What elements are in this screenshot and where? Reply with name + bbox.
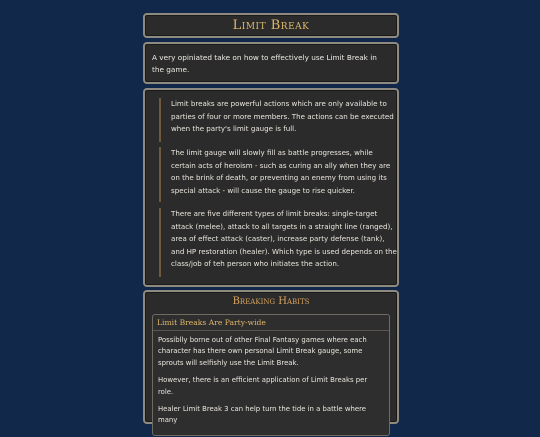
habit-card [152, 314, 390, 436]
breaking-habits-title: Breaking Habits [232, 296, 310, 307]
breaking-habits-panel [143, 290, 399, 424]
overview-text-3: There are five different types of limit breaks: single-target attack (melee), attack to all targets in a straight line (ranged), area of effect attack (caster), increase party defense (tank), and HP restoration (healer). Which type is used depends on the class/job of teh person who initiates the action. [171, 209, 397, 269]
habit-paragraph-1: Possiblly borne out of other Final Fantasy games where each character has there own personal Limit Break gauge, some sprouts will selfishly use the Limit Break. [158, 336, 367, 367]
overview-text-2: The limit gauge will slowly fill as battle progresses, while certain acts of heroism - such as curing an ally when they are on the brink of death, or preventing an enemy from using its special attack - will cause the gauge to rise quicker. [171, 148, 391, 195]
habit-paragraph-3: Healer Limit Break 3 can help turn the tide in a battle where many [158, 405, 367, 425]
habit-card-body [153, 331, 389, 437]
intro-text: A very opiniated take on how to effectively use Limit Break in the game. [152, 53, 377, 74]
overview-text-1: Limit breaks are powerful actions which are only available to parties of four or more members. The actions can be executed when the party's limit gauge is full. [171, 99, 394, 134]
overview-panel [143, 88, 399, 287]
habit-paragraph-2: However, there is an efficient application of Limit Breaks per role. [158, 376, 368, 396]
overview-paragraph-2 [159, 147, 399, 202]
overview-paragraph-3 [159, 208, 399, 277]
intro-panel [143, 42, 399, 84]
page-title-panel [143, 13, 399, 38]
habit-card-title: Limit Breaks Are Party-wide [153, 315, 389, 331]
page-title: Limit Break [232, 18, 310, 33]
overview-paragraph-1 [159, 98, 399, 142]
